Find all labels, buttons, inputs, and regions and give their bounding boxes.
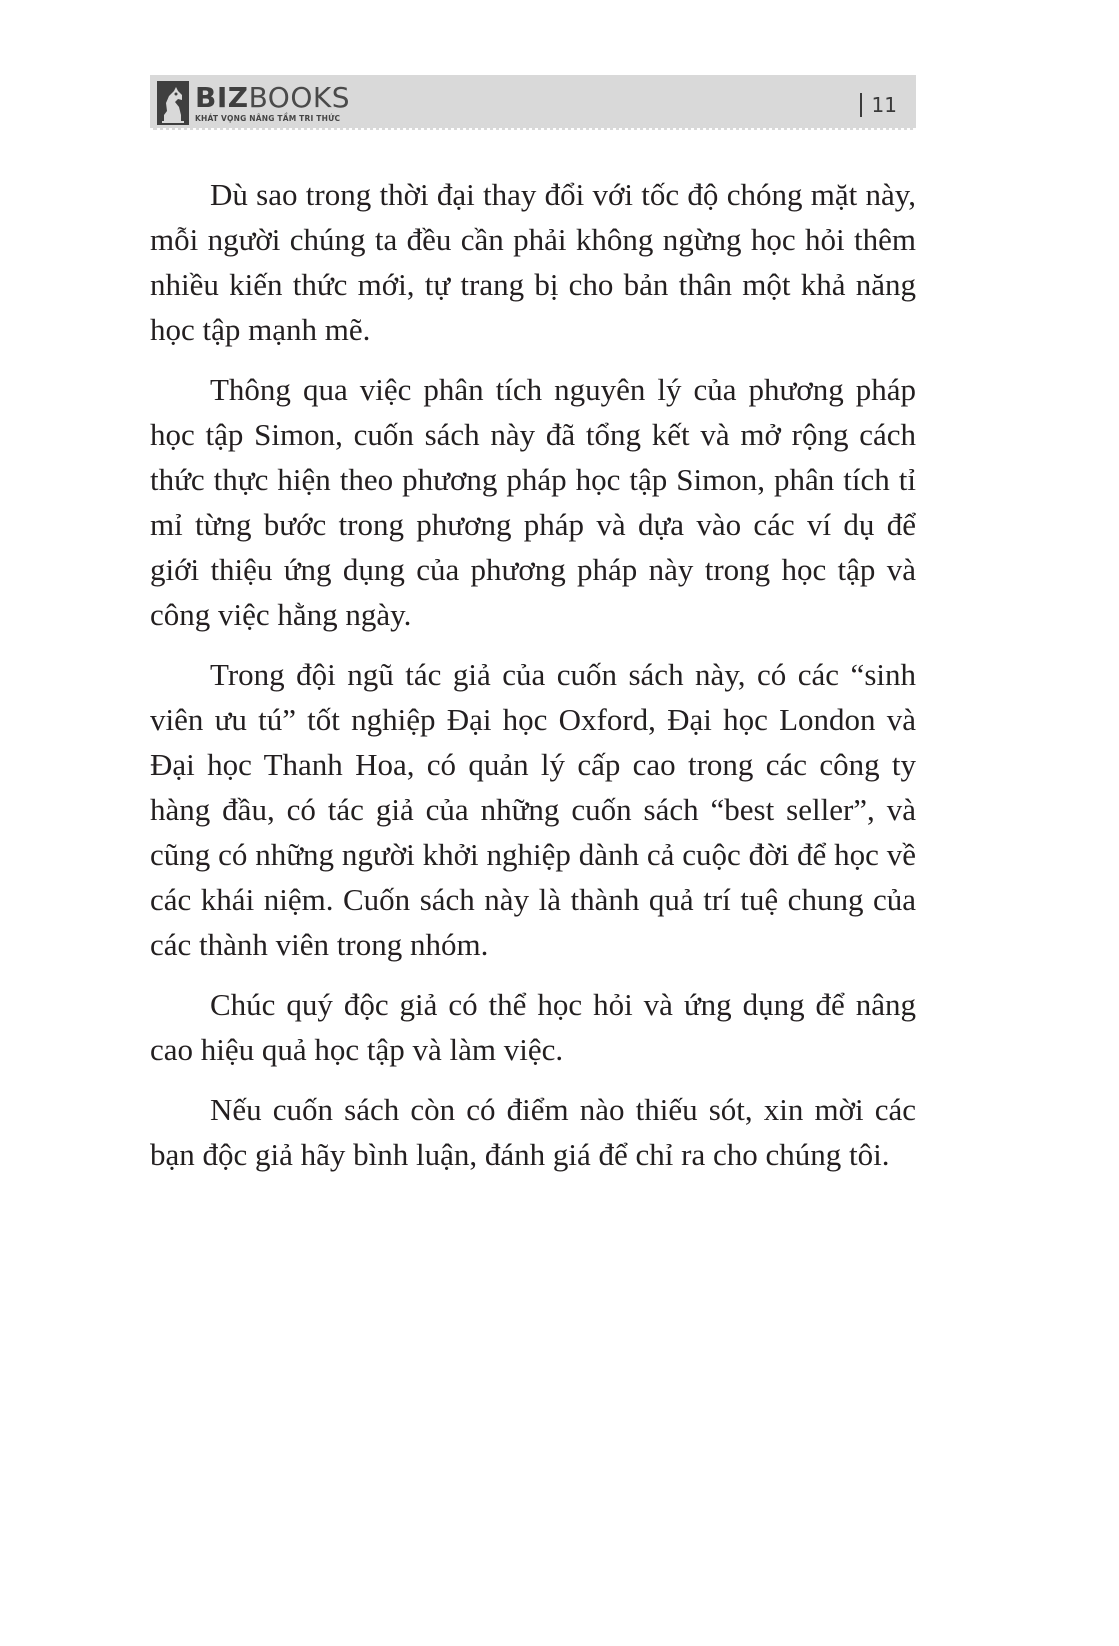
paragraph: Trong đội ngũ tác giả của cuốn sách này, có các “sinh viên ưu tú” tốt nghiệp Đại học Oxford, Đại học London và Đại học Thanh Hoa, có quản lý cấp cao trong các công ty hàng đầu, có tác giả của những cuốn sách “best seller”, và cũng có những người khởi nghiệp dành cả cuộc đời để học về các khái niệm. Cuốn sách này là thành quả trí tuệ chung của các thành viên trong nhóm.: [150, 657, 916, 962]
paragraph: Dù sao trong thời đại thay đổi với tốc độ chóng mặt này, mỗi người chúng ta đều cần phải không ngừng học hỏi thêm nhiều kiến thức mới, tự trang bị cho bản thân một khả năng học tập mạnh mẽ.: [150, 177, 916, 347]
logo-biz: BIZ: [195, 80, 249, 114]
header-divider: [150, 128, 916, 131]
knight-icon: [157, 81, 189, 125]
page-number: [860, 93, 897, 117]
logo-tagline: KHÁT VỌNG NÂNG TẦM TRI THỨC: [195, 113, 341, 123]
body-text: [150, 172, 916, 1192]
publisher-logo: [157, 80, 350, 126]
page-number-separator: [860, 93, 862, 117]
paragraph: Thông qua việc phân tích nguyên lý của phương pháp học tập Simon, cuốn sách này đã tổng kết và mở rộng cách thức thực hiện theo phương pháp học tập Simon, phân tích tỉ mỉ từng bước trong phương pháp và dựa vào các ví dụ để giới thiệu ứng dụng của phương pháp này trong học tập và công việc hằng ngày.: [150, 372, 916, 632]
paragraph: Nếu cuốn sách còn có điểm nào thiếu sót, xin mời các bạn độc giả hãy bình luận, đánh giá để chỉ ra cho chúng tôi.: [150, 1092, 916, 1172]
page-number-value: 11: [871, 93, 897, 117]
logo-books: BOOKS: [248, 80, 350, 114]
paragraph: Chúc quý độc giả có thể học hỏi và ứng dụng để nâng cao hiệu quả học tập và làm việc.: [150, 987, 916, 1067]
logo-wordmark: [195, 80, 350, 114]
